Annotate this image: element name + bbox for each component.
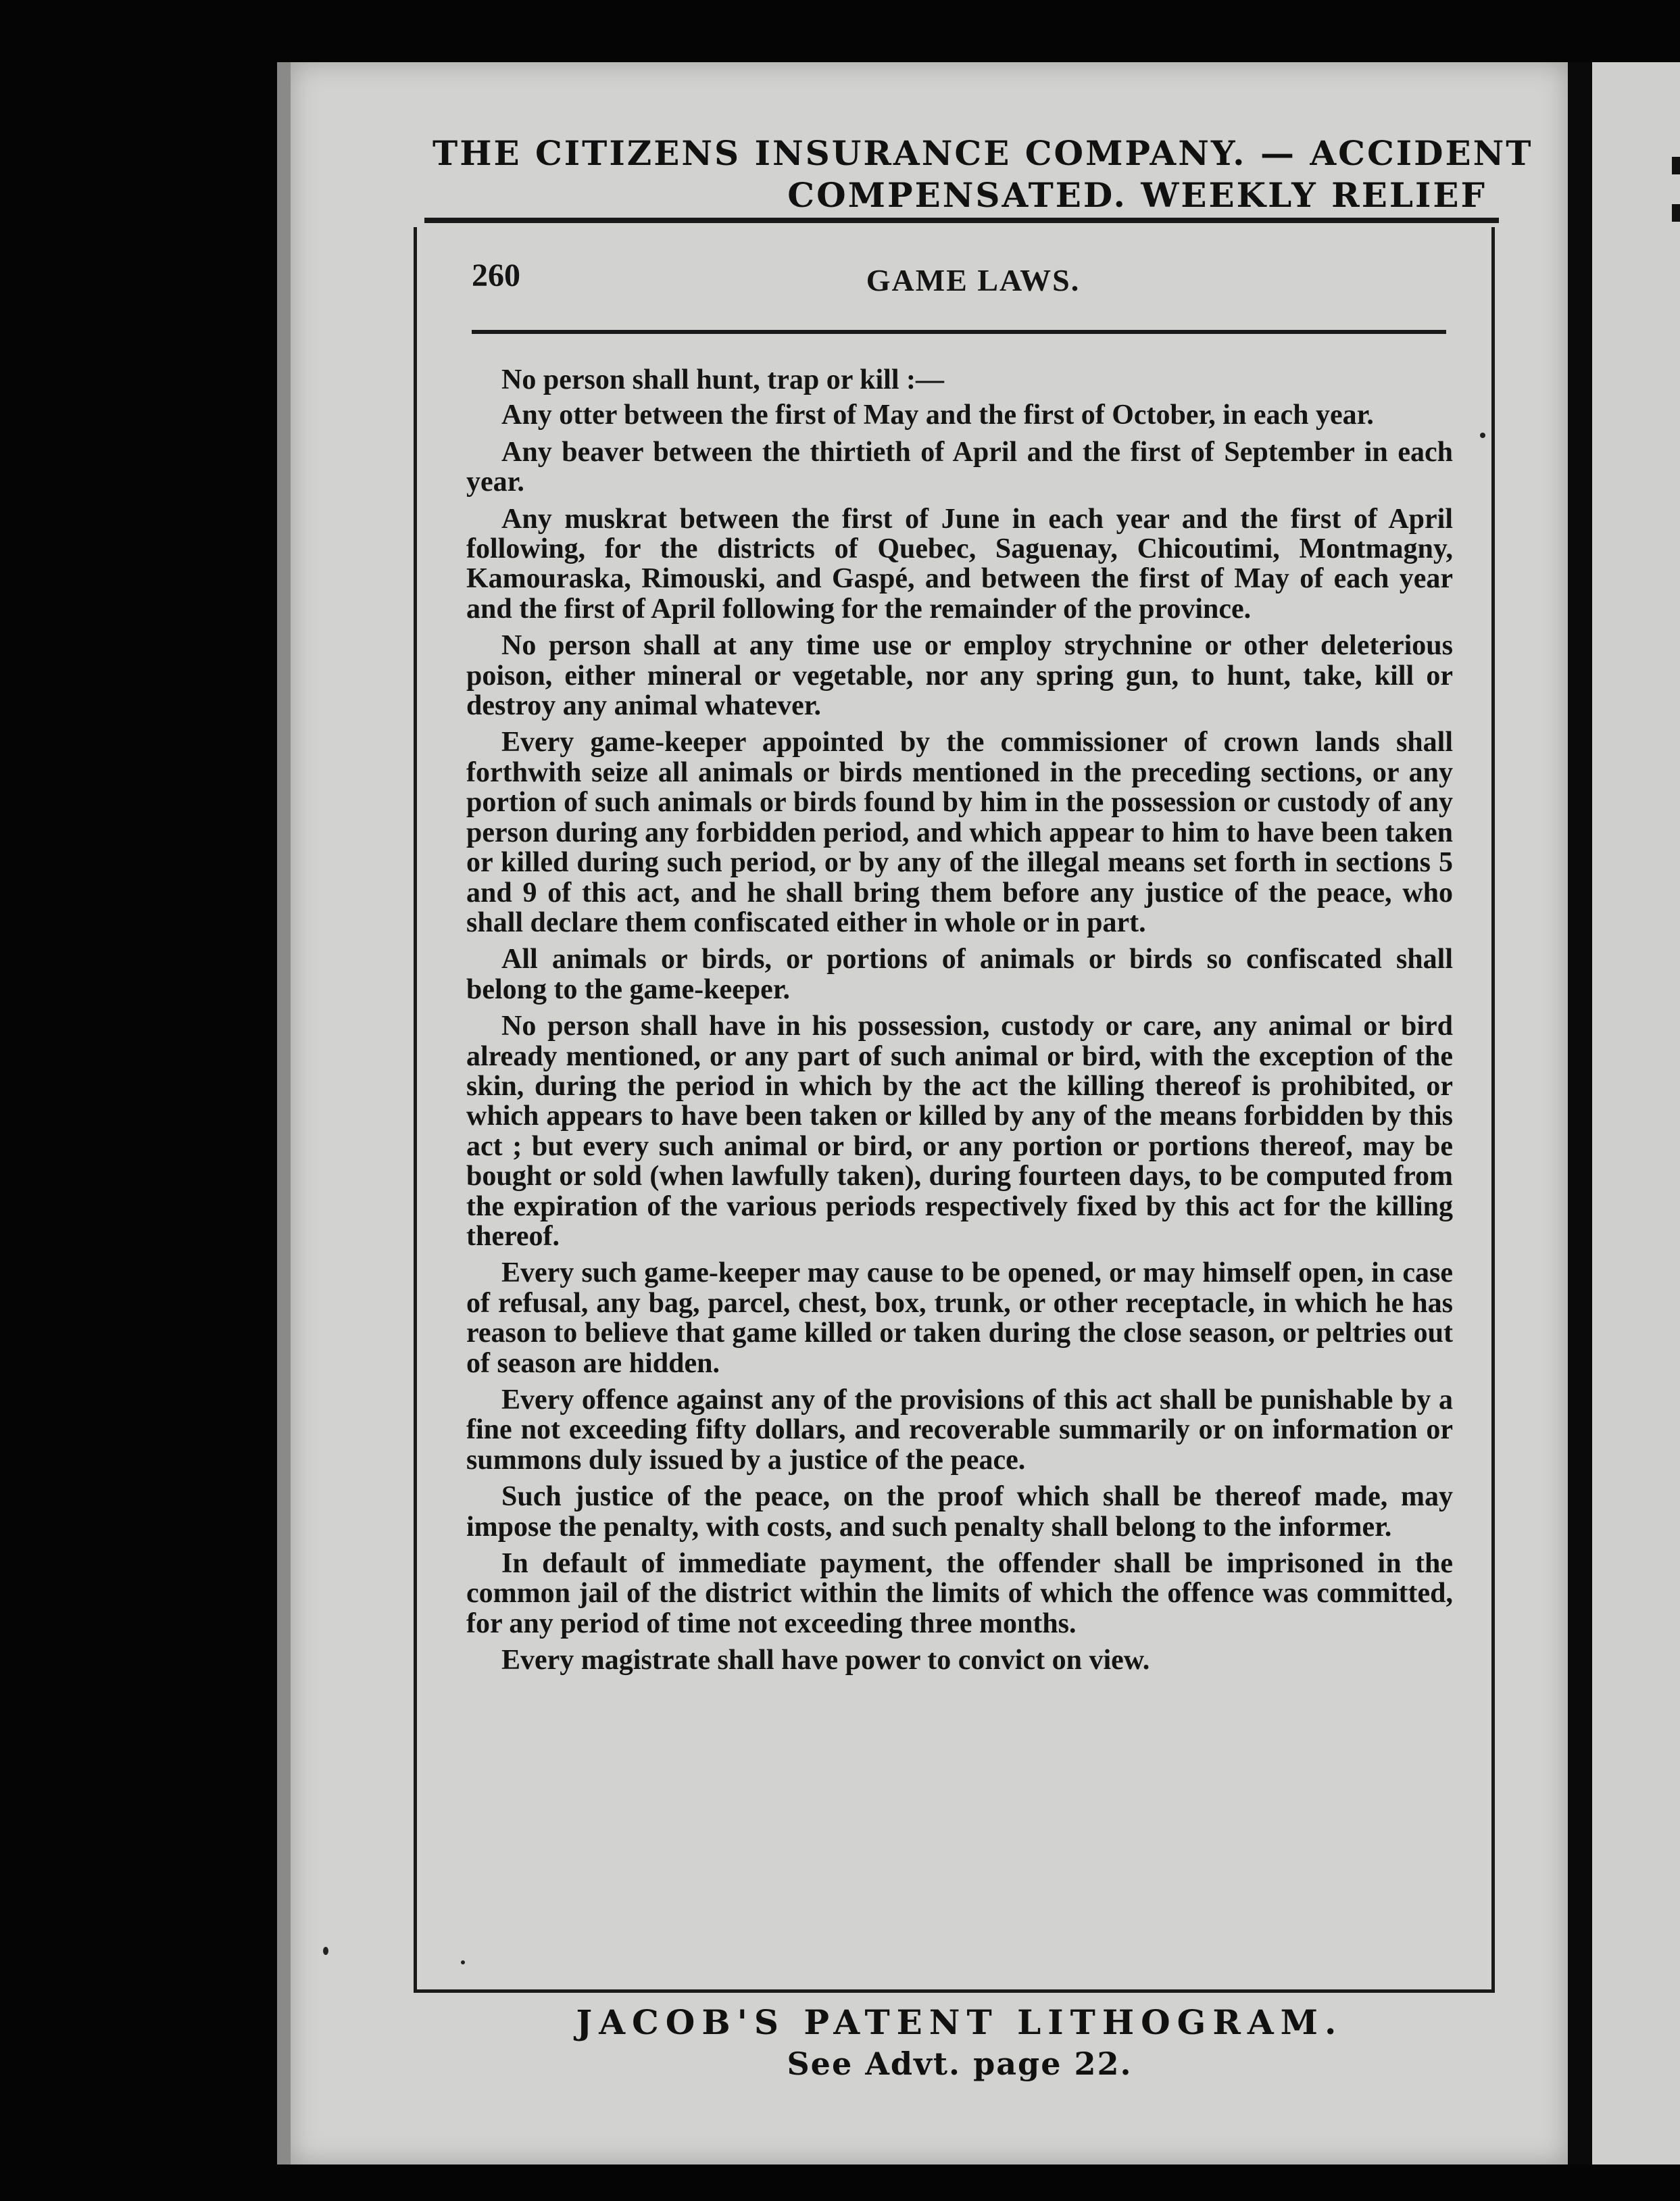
print-speck [461, 1960, 465, 1964]
paragraph-otter: Any otter between the first of May and the first of October, in each year. [501, 400, 1374, 431]
paragraph-imprisonment: In default of immediate payment, the offender shall be imprisoned in the common jail of the district within the limits of which the offence was committed, for any period of time not exceeding three months. [466, 1548, 1453, 1639]
adjacent-page-edge [1592, 62, 1680, 2164]
insurance-banner-ad [433, 132, 1533, 216]
print-speck [323, 1947, 328, 1955]
banner-line-2: COMPENSATED. WEEKLY RELIEF [787, 175, 1487, 215]
header-rule [472, 330, 1446, 334]
paragraph-beaver: Any beaver between the thirtieth of April and the first of September in each year. [466, 436, 1453, 498]
paragraph-magistrate: Every magistrate shall have power to convict on view. [501, 1645, 1150, 1676]
paragraph-intro: No person shall hunt, trap or kill :— [501, 364, 944, 395]
paragraph-penalty: Such justice of the peace, on the proof which shall be thereof made, may impose the penalty, with costs, and such penalty shall belong to the informer. [466, 1481, 1453, 1543]
banner-rule [424, 218, 1499, 223]
print-speck [1480, 433, 1485, 438]
adjacent-page-text-fragment [1672, 157, 1680, 174]
paragraph-confiscation: All animals or birds, or portions of animals or birds so confiscated shall belong to the game-keeper. [466, 944, 1453, 1005]
page-edge [277, 62, 292, 2164]
paragraph-poison: No person shall at any time use or employ strychnine or other deleterious poison, either mineral or vegetable, nor any spring gun, to hunt, take, kill or destroy any animal whatever. [466, 630, 1453, 722]
page-number: 260 [472, 258, 520, 293]
running-head-title: GAME LAWS. [866, 263, 1081, 297]
lithogram-footer-ad [433, 2001, 1487, 2083]
footer-ad-line-1: JACOB'S PATENT LITHOGRAM. [576, 2002, 1343, 2042]
paragraph-muskrat: Any muskrat between the first of June in each year and the first of April following, for the districts of Quebec, Saguenay, Chicoutimi, Montmagny, Kamouraska, Rimouski, and Gaspé, and between the first of May of each year and the first of April following for the remainder of the province. [466, 503, 1453, 625]
game-laws-text [466, 365, 1453, 1683]
banner-line-1: THE CITIZENS INSURANCE COMPANY. — ACCIDENT [433, 133, 1533, 173]
book-gutter [1568, 62, 1592, 2164]
paragraph-fine: Every offence against any of the provisions of this act shall be punishable by a fine not exceeding fifty dollars, and recoverable summarily or on information or summons duly issued by a justice of the peace. [466, 1384, 1453, 1476]
paragraph-possession: No person shall have in his possession, custody or care, any animal or bird already mentioned, or any part of such animal or bird, with the exception of the skin, during the period in which by the act the killing thereof is prohibited, or which appears to have been taken or killed by any of the means forbidden by this act ; but every such animal or bird, or any portion or portions thereof, may be bought or sold (when lawfully taken), during fourteen days, to be computed from the expiration of the various periods respectively fixed by this act for the killing thereof. [466, 1011, 1453, 1252]
adjacent-page-text-fragment [1672, 204, 1680, 222]
paragraph-game-keeper-seizure: Every game-keeper appointed by the commissioner of crown lands shall forthwith seize all animals or birds mentioned in the preceding sections, or any portion of such animals or birds found by him in the possession or custody of any person during any forbidden period, and which appear to him to have been taken or killed during such period, or by any of the illegal means set forth in sections 5 and 9 of this act, and he shall bring them before any justice of the peace, who shall declare them confiscated either in whole or in part. [466, 727, 1453, 938]
footer-ad-line-2: See Advt. page 22. [787, 2046, 1133, 2082]
paragraph-search: Every such game-keeper may cause to be opened, or may himself open, in case of refusal, any bag, parcel, chest, box, trunk, or other receptacle, in which he has reason to believe that game killed or taken during the close season, or peltries out of season are hidden. [466, 1257, 1453, 1379]
